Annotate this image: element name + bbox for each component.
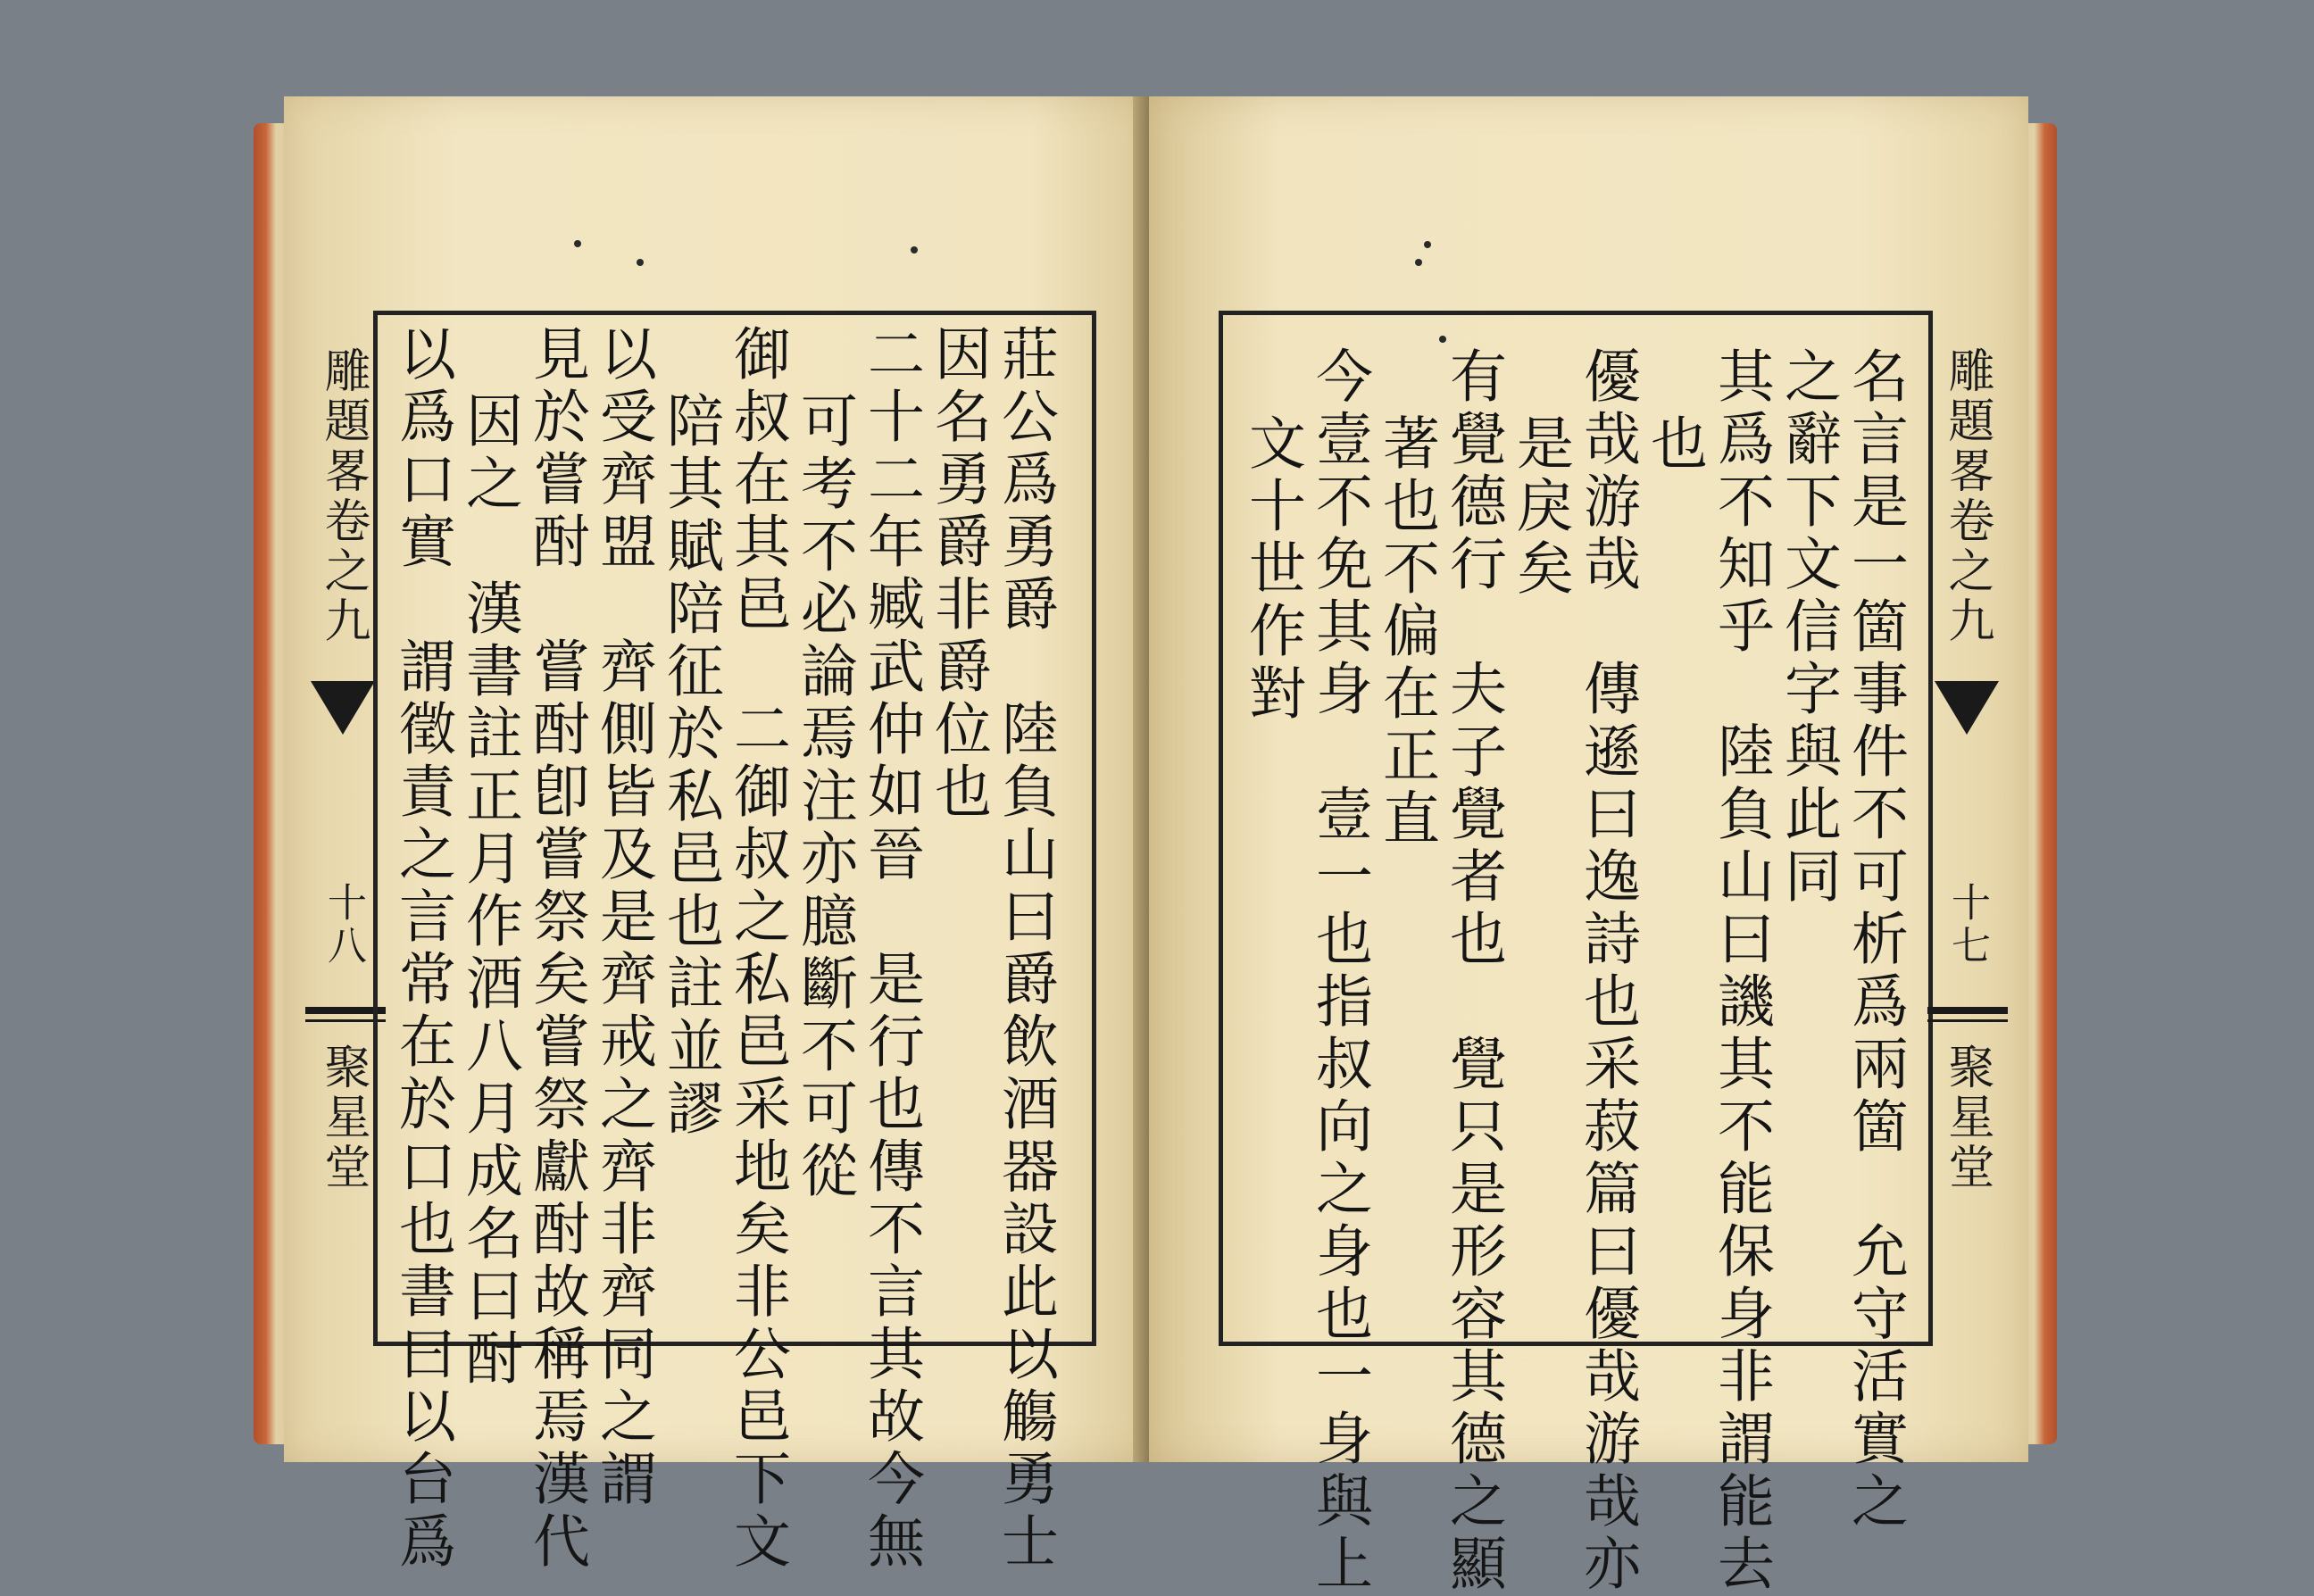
text-column: 因名勇爵非爵位也 xyxy=(925,324,991,824)
fish-tail-mark xyxy=(311,681,375,735)
binding-hole xyxy=(574,240,581,247)
text-column: 之辭下文信字與此同 xyxy=(1775,346,1841,909)
margin-hall-name: 聚星堂 xyxy=(316,1043,370,1193)
text-column: 因之 漢書註正月作酒八月成名曰酎 xyxy=(456,391,522,1391)
text-column: 陪其賦陪征於私邑也註並謬 xyxy=(657,391,723,1141)
text-column: 以受齊盟 齊側皆及是齊戒之齊非齊同之謂 xyxy=(590,324,656,1511)
binding-hole xyxy=(1424,241,1431,248)
text-column: 莊公爲勇爵 陸負山曰爵飲酒器設此以觴勇士 xyxy=(992,324,1058,1574)
margin-folio: 十七 xyxy=(1944,882,1990,968)
margin-title: 雕題畧卷之九 xyxy=(1940,346,1994,646)
margin-folio: 十八 xyxy=(320,882,366,968)
left-page xyxy=(284,96,1163,1574)
text-column: 二十二年臧武仲如晉 是行也傳不言其故今無 xyxy=(858,324,924,1574)
text-column: 是戾矣 xyxy=(1507,413,1573,601)
text-column: 優哉游哉 傳遜曰逸詩也采菽篇曰優哉游哉亦 xyxy=(1574,346,1640,1596)
text-column: 也 xyxy=(1641,413,1707,476)
margin-hall-name: 聚星堂 xyxy=(1940,1043,1994,1193)
binding-hole xyxy=(1415,259,1422,266)
open-book xyxy=(254,96,2057,1596)
text-column: 其爲不知乎 陸負山曰譏其不能保身非謂能去 xyxy=(1708,346,1774,1596)
fish-tail-mark xyxy=(1935,681,1999,735)
text-column: 名言是一箇事件不可析爲兩箇 允守活實之 xyxy=(1842,346,1908,1534)
text-column: 有覺德行 夫子覺者也 覺只是形容其德之顯 xyxy=(1440,346,1506,1596)
text-column: 可考不必論焉注亦臆斷不可從 xyxy=(791,391,857,1203)
right-page xyxy=(1149,96,2028,1596)
margin-title: 雕題畧卷之九 xyxy=(316,346,370,646)
text-column: 今壹不免其身 壹一也指叔向之身也一身與上 xyxy=(1306,346,1372,1596)
text-column: 著也不偏在正直 xyxy=(1373,413,1439,851)
binding-hole xyxy=(637,259,644,266)
margin-bar xyxy=(1927,1007,2008,1014)
text-column: 見於嘗酎 嘗酎卽嘗祭矣嘗祭獻酎故稱焉漢代 xyxy=(523,324,589,1574)
text-column: 以爲口實 謂徵責之言常在於口也書曰以台爲 xyxy=(389,324,455,1574)
text-column: 文十世作對 xyxy=(1239,413,1305,726)
binding-hole xyxy=(911,246,918,254)
text-column: 御叔在其邑 二御叔之私邑采地矣非公邑下文 xyxy=(724,324,790,1574)
margin-bar xyxy=(1927,1019,2008,1022)
